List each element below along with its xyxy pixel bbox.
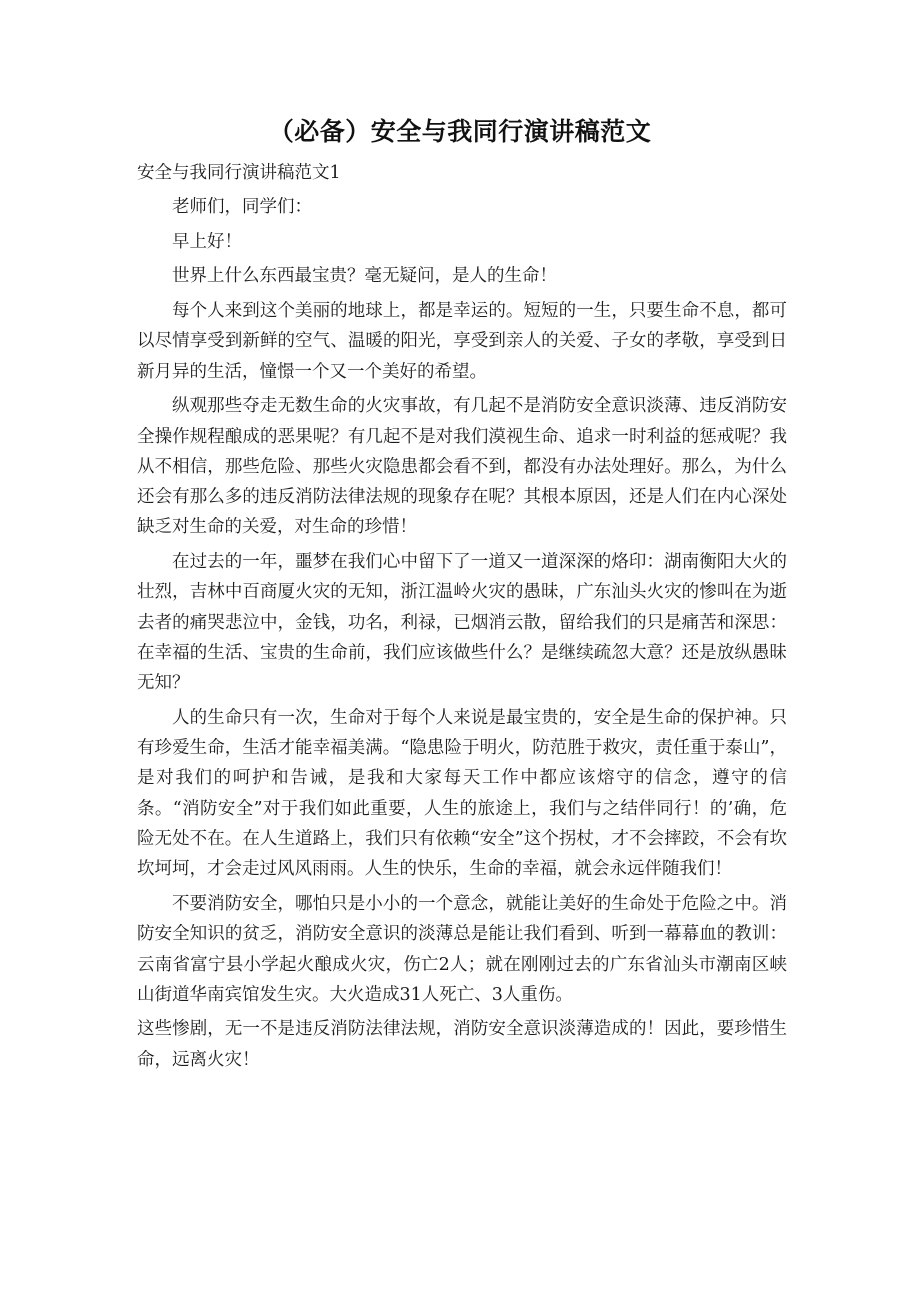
paragraph: 纵观那些夺走无数生命的火灾事故，有几起不是消防安全意识淡薄、违反消防安全操作规程酿成的恶果呢？有几起不是对我们漠视生命、追求一时利益的惩戒呢？我从不相信，那些危险、那些火灾隐患都会看不到，都没有办法处理好。那么，为什么还会有那么多的违反消防法律法规的现象存在呢？其根本原因，还是人们在内心深处缺乏对生命的关爱，对生命的珍惜！: [137, 396, 787, 538]
closing-paragraph: 这些惨剧，无一不是违反消防法律法规，消防安全意识淡薄造成的！因此，要珍惜生命，远离火灾！: [137, 1019, 787, 1070]
paragraph: 每个人来到这个美丽的地球上，都是幸运的。短短的一生，只要生命不息，都可以尽情享受到新鲜的空气、温暖的阳光，享受到亲人的关爱、子女的孝敬，享受到日新月异的生活，憧憬一个又一个美好的希望。: [137, 301, 787, 382]
document-title: （必备）安全与我同行演讲稿范文: [268, 117, 652, 146]
section-heading: 安全与我同行演讲稿范文1: [137, 163, 341, 183]
paragraph: 在过去的一年，噩梦在我们心中留下了一道又一道深深的烙印：湖南衡阳大火的壮烈，吉林中百商厦火灾的无知，浙江温岭火灾的愚昧，广东汕头火灾的惨叫在为逝去者的痛哭悲泣中，金钱，功名，利禄，已烟消云散，留给我们的只是痛苦和深思：在幸福的生活、宝贵的生命前，我们应该做些什么？是继续疏忽大意？还是放纵愚昧无知？: [137, 552, 787, 694]
paragraph: 世界上什么东西最宝贵？毫无疑问，是人的生命！: [172, 266, 557, 287]
document-body: [137, 158, 787, 1079]
paragraph: 人的生命只有一次，生命对于每个人来说是最宝贵的，安全是生命的保护神。只有珍爱生命，生活才能幸福美满。“隐患险于明火，防范胜于救灾，责任重于泰山”，是对我们的呵护和告诫，是我和大家每天工作中都应该熔守的信念，遵守的信条。“消防安全”对于我们如此重要，人生的旅途上，我们与之结伴同行！的’确，危险无处不在。在人生道路上，我们只有依赖“安全”这个拐杖，才不会摔跤，不会有坎坎坷坷，才会走过风风雨雨。人生的快乐，生命的幸福，就会永远伴随我们！: [137, 707, 787, 880]
greeting: 早上好！: [172, 231, 242, 252]
paragraph: 不要消防安全，哪怕只是小小的一个意念，就能让美好的生命处于危险之中。消防安全知识的贫乏，消防安全意识的淡薄总是能让我们看到、听到一幕幕血的教训：云南省富宁县小学起火酿成火灾，伤亡2人；就在刚刚过去的广东省汕头市潮南区峡山街道华南宾馆发生灾。大火造成31人死亡、3人重伤。: [137, 893, 787, 1005]
salutation: 老师们，同学们：: [172, 197, 312, 218]
